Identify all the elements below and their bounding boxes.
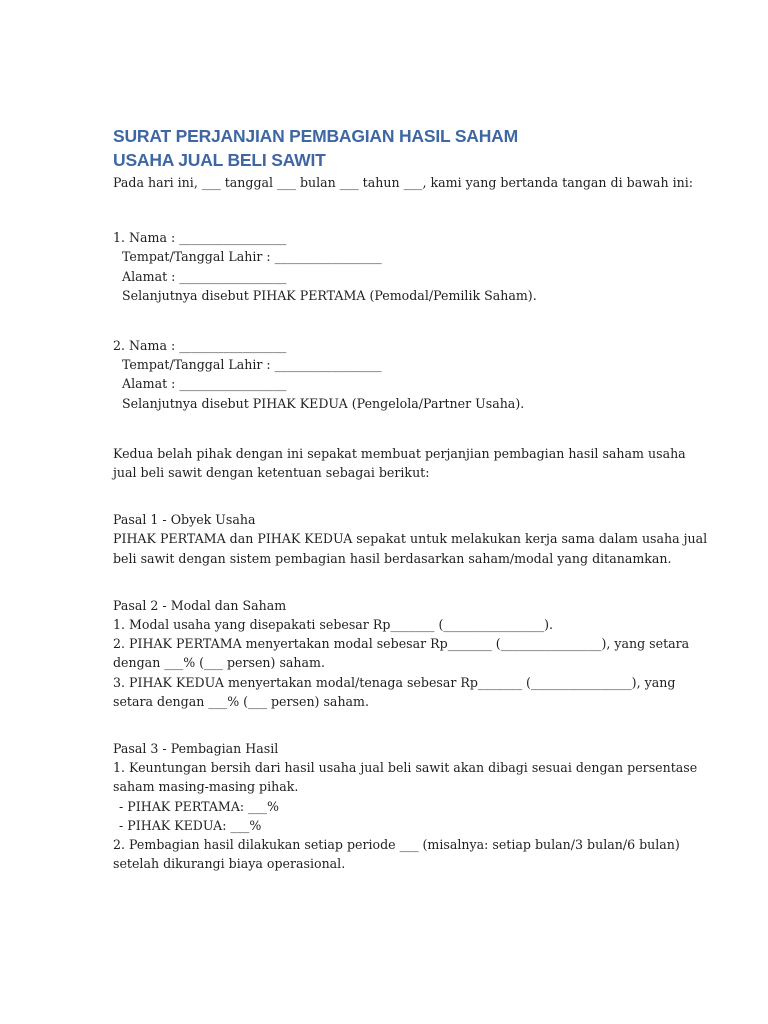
pasal-1-section [113,510,708,568]
pasal-3-share-item: - PIHAK KEDUA: ___% [119,817,262,833]
pasal-2-line: dengan ___% (___ persen) saham. [113,655,325,671]
pasal-1-line: PIHAK PERTAMA dan PIHAK KEDUA sepakat untuk melakukan kerja sama dalam usaha jual [113,531,708,547]
party-one-designation: Selanjutnya disebut PIHAK PERTAMA (Pemodal/Pemilik Saham). [122,287,537,303]
pasal-3-line: setelah dikurangi biaya operasional. [113,856,346,872]
pasal-1-line: beli sawit dengan sistem pembagian hasil berdasarkan saham/modal yang ditanamkan. [113,550,672,566]
party-one-name: 1. Nama : _________________ [113,230,287,246]
pasal-2-heading: Pasal 2 - Modal dan Saham [113,597,287,613]
pasal-3-line: saham masing-masing pihak. [113,779,299,795]
pasal-3-share-item: - PIHAK PERTAMA: ___% [119,798,280,814]
agreement-line: jual beli sawit dengan ketentuan sebagai berikut: [113,465,430,481]
agreement-paragraph [113,444,686,482]
pasal-3-line: 1. Keuntungan bersih dari hasil usaha jual beli sawit akan dibagi sesuai dengan persentase [113,760,698,776]
party-one-block [113,228,673,305]
party-one-birth: Tempat/Tanggal Lahir : _________________ [122,249,382,265]
pasal-3-section [113,739,698,873]
party-two-address: Alamat : _________________ [122,376,287,392]
pasal-2-line: 3. PIHAK KEDUA menyertakan modal/tenaga sebesar Rp_______ (________________), yang [113,674,676,690]
party-two-name: 2. Nama : _________________ [113,338,287,354]
agreement-line: Kedua belah pihak dengan ini sepakat membuat perjanjian pembagian hasil saham usaha [113,445,686,461]
party-two-block [113,336,673,413]
document-title-line1: SURAT PERJANJIAN PEMBAGIAN HASIL SAHAM [113,126,518,146]
pasal-1-heading: Pasal 1 - Obyek Usaha [113,512,256,528]
pasal-3-heading: Pasal 3 - Pembagian Hasil [113,741,279,757]
party-one-address: Alamat : _________________ [122,268,287,284]
intro-text: Pada hari ini, ___ tanggal ___ bulan ___ tahun ___, kami yang bertanda tangan di bawah ini: [113,175,694,190]
pasal-2-line: setara dengan ___% (___ persen) saham. [113,693,370,709]
pasal-2-line: 1. Modal usaha yang disepakati sebesar Rp_______ (________________). [113,617,554,633]
pasal-2-line: 2. PIHAK PERTAMA menyertakan modal sebesar Rp_______ (________________), yang setara [113,636,690,652]
document-title-line2: USAHA JUAL BELI SAWIT [113,150,326,170]
party-two-birth: Tempat/Tanggal Lahir : _________________ [122,357,382,373]
party-two-designation: Selanjutnya disebut PIHAK KEDUA (Pengelola/Partner Usaha). [122,395,525,411]
pasal-3-line: 2. Pembagian hasil dilakukan setiap periode ___ (misalnya: setiap bulan/3 bulan/6 bulan) [113,837,680,853]
document-body [113,124,708,873]
pasal-2-section [113,596,690,711]
